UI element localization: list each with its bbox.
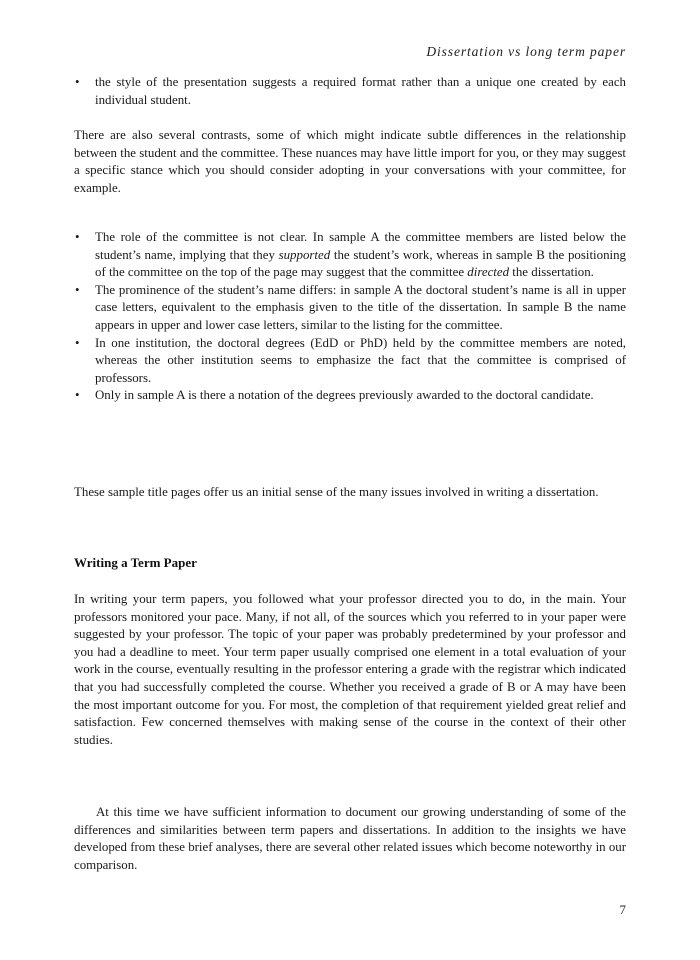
paragraph-term-two: At this time we have sufficient information to document our growing understanding of some of the differences and similarities between term papers and dissertations. In addition to the insights we have developed from these brief analyses, there are several other related issues which become noteworthy in our comparison. <box>74 805 626 872</box>
paragraph-closing: These sample title pages offer us an initial sense of the many issues involved in writing a dissertation. <box>74 485 599 499</box>
section-heading-writing-a-term-paper: Writing a Term Paper <box>74 555 197 570</box>
paragraph-closing-region <box>74 484 626 502</box>
running-head: Dissertation vs long term paper <box>426 44 626 59</box>
list-item-text: The prominence of the student’s name differs: in sample A the doctoral student’s name is all in upper case letters, equivalent to the emphasis given to the title of the dissertation. In sample B the name appears in upper and lower case letters, similar to the listing for the committee. <box>95 282 626 332</box>
list-item <box>74 387 626 405</box>
list-item <box>74 229 626 282</box>
bullet-list <box>74 229 626 405</box>
list-item <box>74 282 626 335</box>
list-item-text: Only in sample A is there a notation of the degrees previously awarded to the doctoral candidate. <box>95 388 594 403</box>
section-heading-region <box>74 554 626 572</box>
bullet-icon: • <box>75 388 80 403</box>
paragraph-contrasts: There are also several contrasts, some of which might indicate subtle differences in the relationship between the student and the committee. These nuances may have little import for you, or they may suggest a specific stance which you should consider adopting in your conversations with your committee, for example. <box>74 128 626 195</box>
list-item <box>74 74 626 109</box>
bullet-icon: • <box>75 230 80 244</box>
bullet-list-intro <box>74 74 626 109</box>
paragraph-contrasts-region <box>74 127 626 197</box>
emphasized-text: supported <box>278 247 331 262</box>
bullet-list-contrasts-region <box>74 229 626 405</box>
bullet-icon: • <box>75 75 80 89</box>
list-item <box>74 335 626 388</box>
bullet-list <box>74 74 626 109</box>
paragraph-term-one-region <box>74 591 626 749</box>
paragraph-term-two-region <box>74 804 626 874</box>
emphasized-text: directed <box>467 265 510 280</box>
list-item-text: In one institution, the doctoral degrees (EdD or PhD) held by the committee members are noted, whereas the other institution seems to emphasize the fact that the committee is comprised of professors. <box>95 335 626 385</box>
page-number: 7 <box>619 903 626 917</box>
bullet-icon: • <box>75 335 80 350</box>
paragraph-term-one: In writing your term papers, you followed what your professor directed you to do, in the main. Your professors monitored your pace. Many, if not all, of the sources which you referred to in your paper were suggested by your professor. The topic of your paper was probably predetermined by your professor and you had a deadline to meet. Your term paper usually comprised one element in a total evaluation of your work in the course, eventually resulting in the professor entering a grade with the registrar which indicated that you had successfully completed the course. Whether you received a grade of B or A may have been the most important outcome for you. For most, the completion of that requirement yielded great relief and satisfaction. Few concerned themselves with making sense of the course in the context of their other studies. <box>74 592 626 747</box>
bullet-icon: • <box>75 282 80 297</box>
list-item-text: The role of the committee is not clear. In sample A the committee members are listed below the student’s name, implying that they supported the student’s work, whereas in sample B the positioning of the committee on the top of the page may suggest that the committee directed the dissertation. <box>95 230 626 280</box>
list-item-text: the style of the presentation suggests a required format rather than a unique one created by each individual student. <box>95 75 626 107</box>
